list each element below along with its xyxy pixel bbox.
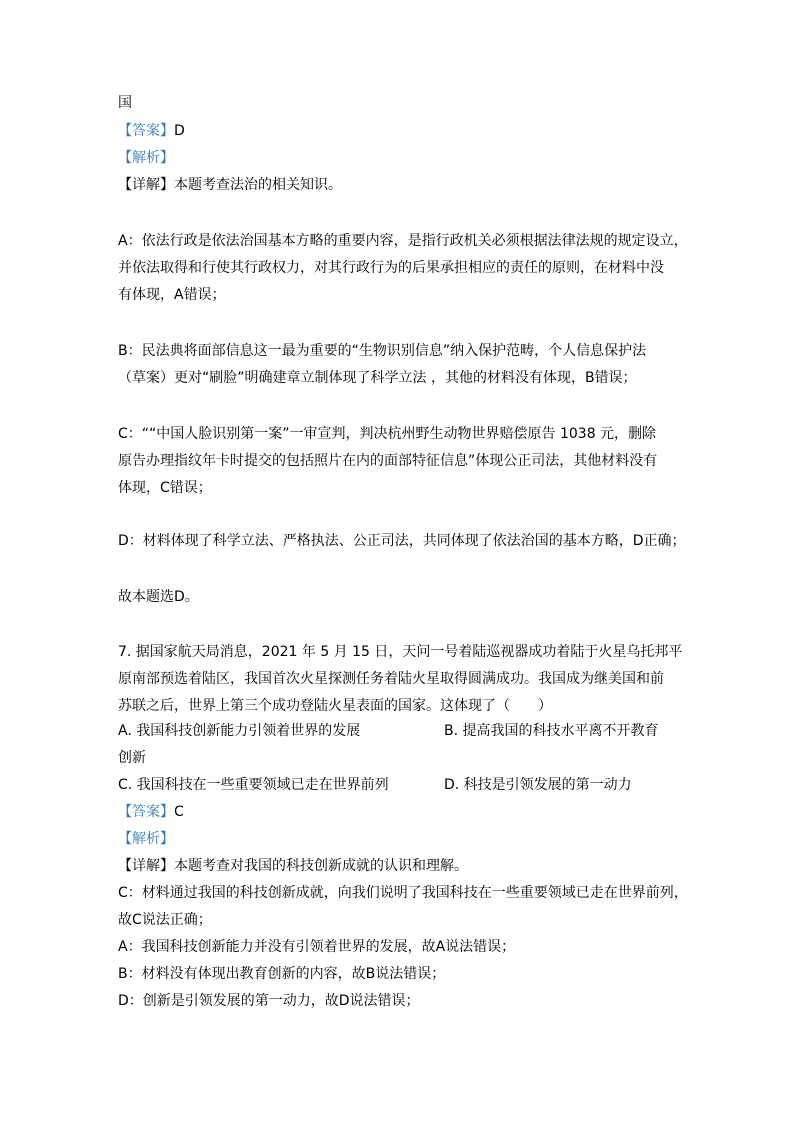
q6-detail <box>118 176 342 194</box>
q7-line: B：材料没有体现出教育创新的内容，故B说法错误； <box>118 966 446 982</box>
q6-line: D：材料体现了科学立法、严格执法、公正司法，共同体现了依法治国的基本方略，D正确； <box>118 533 686 549</box>
q7-stem: 7. 据国家航天局消息，2021 年 5 月 15 日，天问一号着陆巡视器成功着陆于火星乌托邦平 <box>118 644 683 660</box>
q7-answer <box>118 803 184 821</box>
q6-line: （草案）更对“刷脸”明确建章立制体现了科学立法 ，其他的材料没有体现，B错误； <box>118 370 637 386</box>
q7-option-c: C. 我国科技在一些重要领域已走在世界前列 <box>118 777 389 793</box>
q7-stem: 苏联之后，世界上第三个成功登陆火星表面的国家。这体现了（ ） <box>118 698 552 714</box>
answer-label: 【答案】 <box>118 804 174 820</box>
q7-option-a: A. 我国科技创新能力引领着世界的发展 <box>118 723 361 739</box>
answer-value: D <box>174 123 185 139</box>
q6-analysis-label: 【解析】 <box>118 150 174 166</box>
question-6-tail: 国 <box>118 95 132 111</box>
detail-label: 【详解】 <box>118 177 174 193</box>
q7-analysis-label: 【解析】 <box>118 831 174 847</box>
q7-line: A：我国科技创新能力并没有引领着世界的发展，故A说法错误； <box>118 939 516 955</box>
q6-line: 体现，C错误； <box>118 480 212 496</box>
q7-line: 故C说法正确； <box>118 912 212 928</box>
q7-line: C：材料通过我国的科技创新成就，向我们说明了我国科技在一些重要领域已走在世界前列， <box>118 885 688 901</box>
answer-label: 【答案】 <box>118 123 174 139</box>
q6-line: A：依法行政是依法治国基本方略的重要内容，是指行政机关必须根据法律法规的规定设立， <box>118 233 688 249</box>
q6-line: B：民法典将面部信息这一最为重要的“生物识别信息”纳入保护范畴，个人信息保护法 <box>118 343 647 359</box>
q7-option-d: D. 科技是引领发展的第一动力 <box>444 777 632 793</box>
q6-conclusion: 故本题选D。 <box>118 589 199 605</box>
q6-line: 并依法取得和行使其行政权力，对其行政行为的后果承担相应的责任的原则，在材料中没 <box>118 260 664 276</box>
q6-line: C：““中国人脸识别第一案”一审宣判，判决杭州野生动物世界赔偿原告 1038 元，删除 <box>118 426 657 442</box>
q6-line: 原告办理指纹年卡时提交的包括照片在内的面部特征信息”体现公正司法，其他材料没有 <box>118 453 658 469</box>
q7-option-b-cont: 创新 <box>118 750 146 766</box>
q7-line: D：创新是引领发展的第一动力，故D说法错误； <box>118 993 420 1009</box>
detail-text: 本题考查法治的相关知识。 <box>174 177 342 193</box>
q7-stem: 原南部预选着陆区，我国首次火星探测任务着陆火星取得圆满成功。我国成为继美国和前 <box>118 671 664 687</box>
detail-text: 本题考查对我国的科技创新成就的认识和理解。 <box>174 858 468 874</box>
answer-value: C <box>174 804 184 820</box>
detail-label: 【详解】 <box>118 858 174 874</box>
q7-detail <box>118 857 468 875</box>
q6-line: 有体现，A错误； <box>118 287 226 303</box>
q6-answer <box>118 122 185 140</box>
q7-option-b: B. 提高我国的科技水平离不开教育 <box>444 723 659 739</box>
